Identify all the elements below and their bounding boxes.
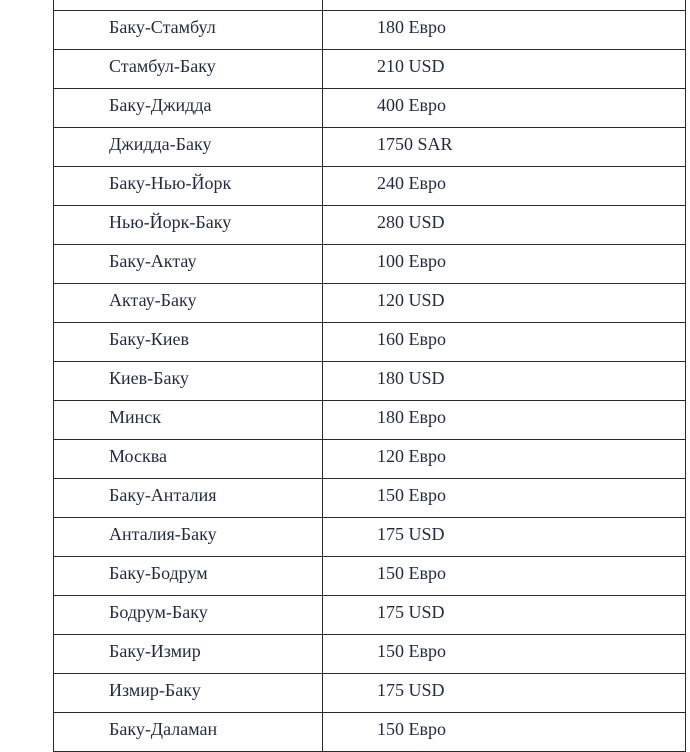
price-value: 210 USD <box>377 56 445 76</box>
route-cell <box>54 713 323 752</box>
price-value: 150 Евро <box>377 485 446 505</box>
price-table <box>53 0 686 752</box>
price-cell <box>323 440 686 479</box>
route-cell <box>54 11 323 50</box>
table-row <box>54 89 686 128</box>
price-value: 150 Евро <box>377 719 446 739</box>
route-label: Баку-Актау <box>109 251 197 271</box>
table-row <box>54 245 686 284</box>
table-row <box>54 557 686 596</box>
price-value: 150 Евро <box>377 563 446 583</box>
route-label: Москва <box>109 446 167 466</box>
price-cell <box>323 596 686 635</box>
price-value: 400 Евро <box>377 95 446 115</box>
price-value: 175 USD <box>377 680 445 700</box>
price-cell <box>323 206 686 245</box>
route-label: Стамбул-Баку <box>109 56 216 76</box>
price-value: 100 Евро <box>377 251 446 271</box>
route-cell <box>54 557 323 596</box>
route-cell <box>54 128 323 167</box>
table-row <box>54 440 686 479</box>
route-label: Измир-Баку <box>109 680 201 700</box>
price-cell <box>323 0 686 11</box>
price-value: 120 Евро <box>377 446 446 466</box>
table-row <box>54 50 686 89</box>
price-cell <box>323 245 686 284</box>
price-value: 150 Евро <box>377 641 446 661</box>
price-cell <box>323 479 686 518</box>
price-cell <box>323 401 686 440</box>
price-table-body <box>54 0 686 752</box>
route-cell <box>54 167 323 206</box>
table-row <box>54 401 686 440</box>
route-cell <box>54 362 323 401</box>
route-label: Баку-Анталия <box>109 485 217 505</box>
table-row <box>54 128 686 167</box>
table-row <box>54 206 686 245</box>
route-label: Баку-Измир <box>109 641 201 661</box>
price-cell <box>323 635 686 674</box>
route-label: Баку-Киев <box>109 329 189 349</box>
table-row <box>54 635 686 674</box>
route-label: Баку-Нью-Йорк <box>109 173 232 193</box>
price-cell <box>323 557 686 596</box>
route-label: Актау-Баку <box>109 290 197 310</box>
price-cell <box>323 128 686 167</box>
table-row <box>54 323 686 362</box>
route-cell <box>54 518 323 557</box>
route-label: Минск <box>109 407 162 427</box>
route-cell <box>54 635 323 674</box>
price-cell <box>323 167 686 206</box>
route-cell <box>54 674 323 713</box>
route-cell <box>54 89 323 128</box>
route-label: Бодрум-Баку <box>109 602 208 622</box>
route-label: Джидда-Баку <box>109 134 212 154</box>
route-cell <box>54 0 323 11</box>
price-cell <box>323 11 686 50</box>
price-value: 180 Евро <box>377 17 446 37</box>
price-cell <box>323 518 686 557</box>
route-cell <box>54 479 323 518</box>
price-value: 160 Евро <box>377 329 446 349</box>
table-row <box>54 479 686 518</box>
route-label: Нью-Йорк-Баку <box>109 212 232 232</box>
price-cell <box>323 674 686 713</box>
price-cell <box>323 362 686 401</box>
table-row <box>54 674 686 713</box>
route-cell <box>54 245 323 284</box>
price-value: 280 USD <box>377 212 445 232</box>
price-value: 120 USD <box>377 290 445 310</box>
route-cell <box>54 401 323 440</box>
route-label: Анталия-Баку <box>109 524 217 544</box>
route-cell <box>54 284 323 323</box>
price-value: 180 USD <box>377 368 445 388</box>
table-row <box>54 167 686 206</box>
price-value: 1750 SAR <box>377 134 453 154</box>
table-row <box>54 284 686 323</box>
price-value: 175 USD <box>377 602 445 622</box>
route-label: Баку-Стамбул <box>109 17 216 37</box>
route-cell <box>54 50 323 89</box>
price-value: 180 Евро <box>377 407 446 427</box>
route-label: Баку-Джидда <box>109 95 212 115</box>
route-cell <box>54 323 323 362</box>
route-cell <box>54 596 323 635</box>
price-cell <box>323 284 686 323</box>
table-row <box>54 362 686 401</box>
table-row <box>54 713 686 752</box>
price-cell <box>323 323 686 362</box>
table-row <box>54 518 686 557</box>
price-value: 240 Евро <box>377 173 446 193</box>
route-label: Баку-Даламан <box>109 719 218 739</box>
table-row <box>54 0 686 11</box>
route-label: Баку-Бодрум <box>109 563 208 583</box>
price-cell <box>323 713 686 752</box>
route-cell <box>54 206 323 245</box>
price-cell <box>323 50 686 89</box>
route-cell <box>54 440 323 479</box>
price-cell <box>323 89 686 128</box>
price-value: 175 USD <box>377 524 445 544</box>
route-label: Киев-Баку <box>109 368 189 388</box>
table-row <box>54 11 686 50</box>
table-row <box>54 596 686 635</box>
